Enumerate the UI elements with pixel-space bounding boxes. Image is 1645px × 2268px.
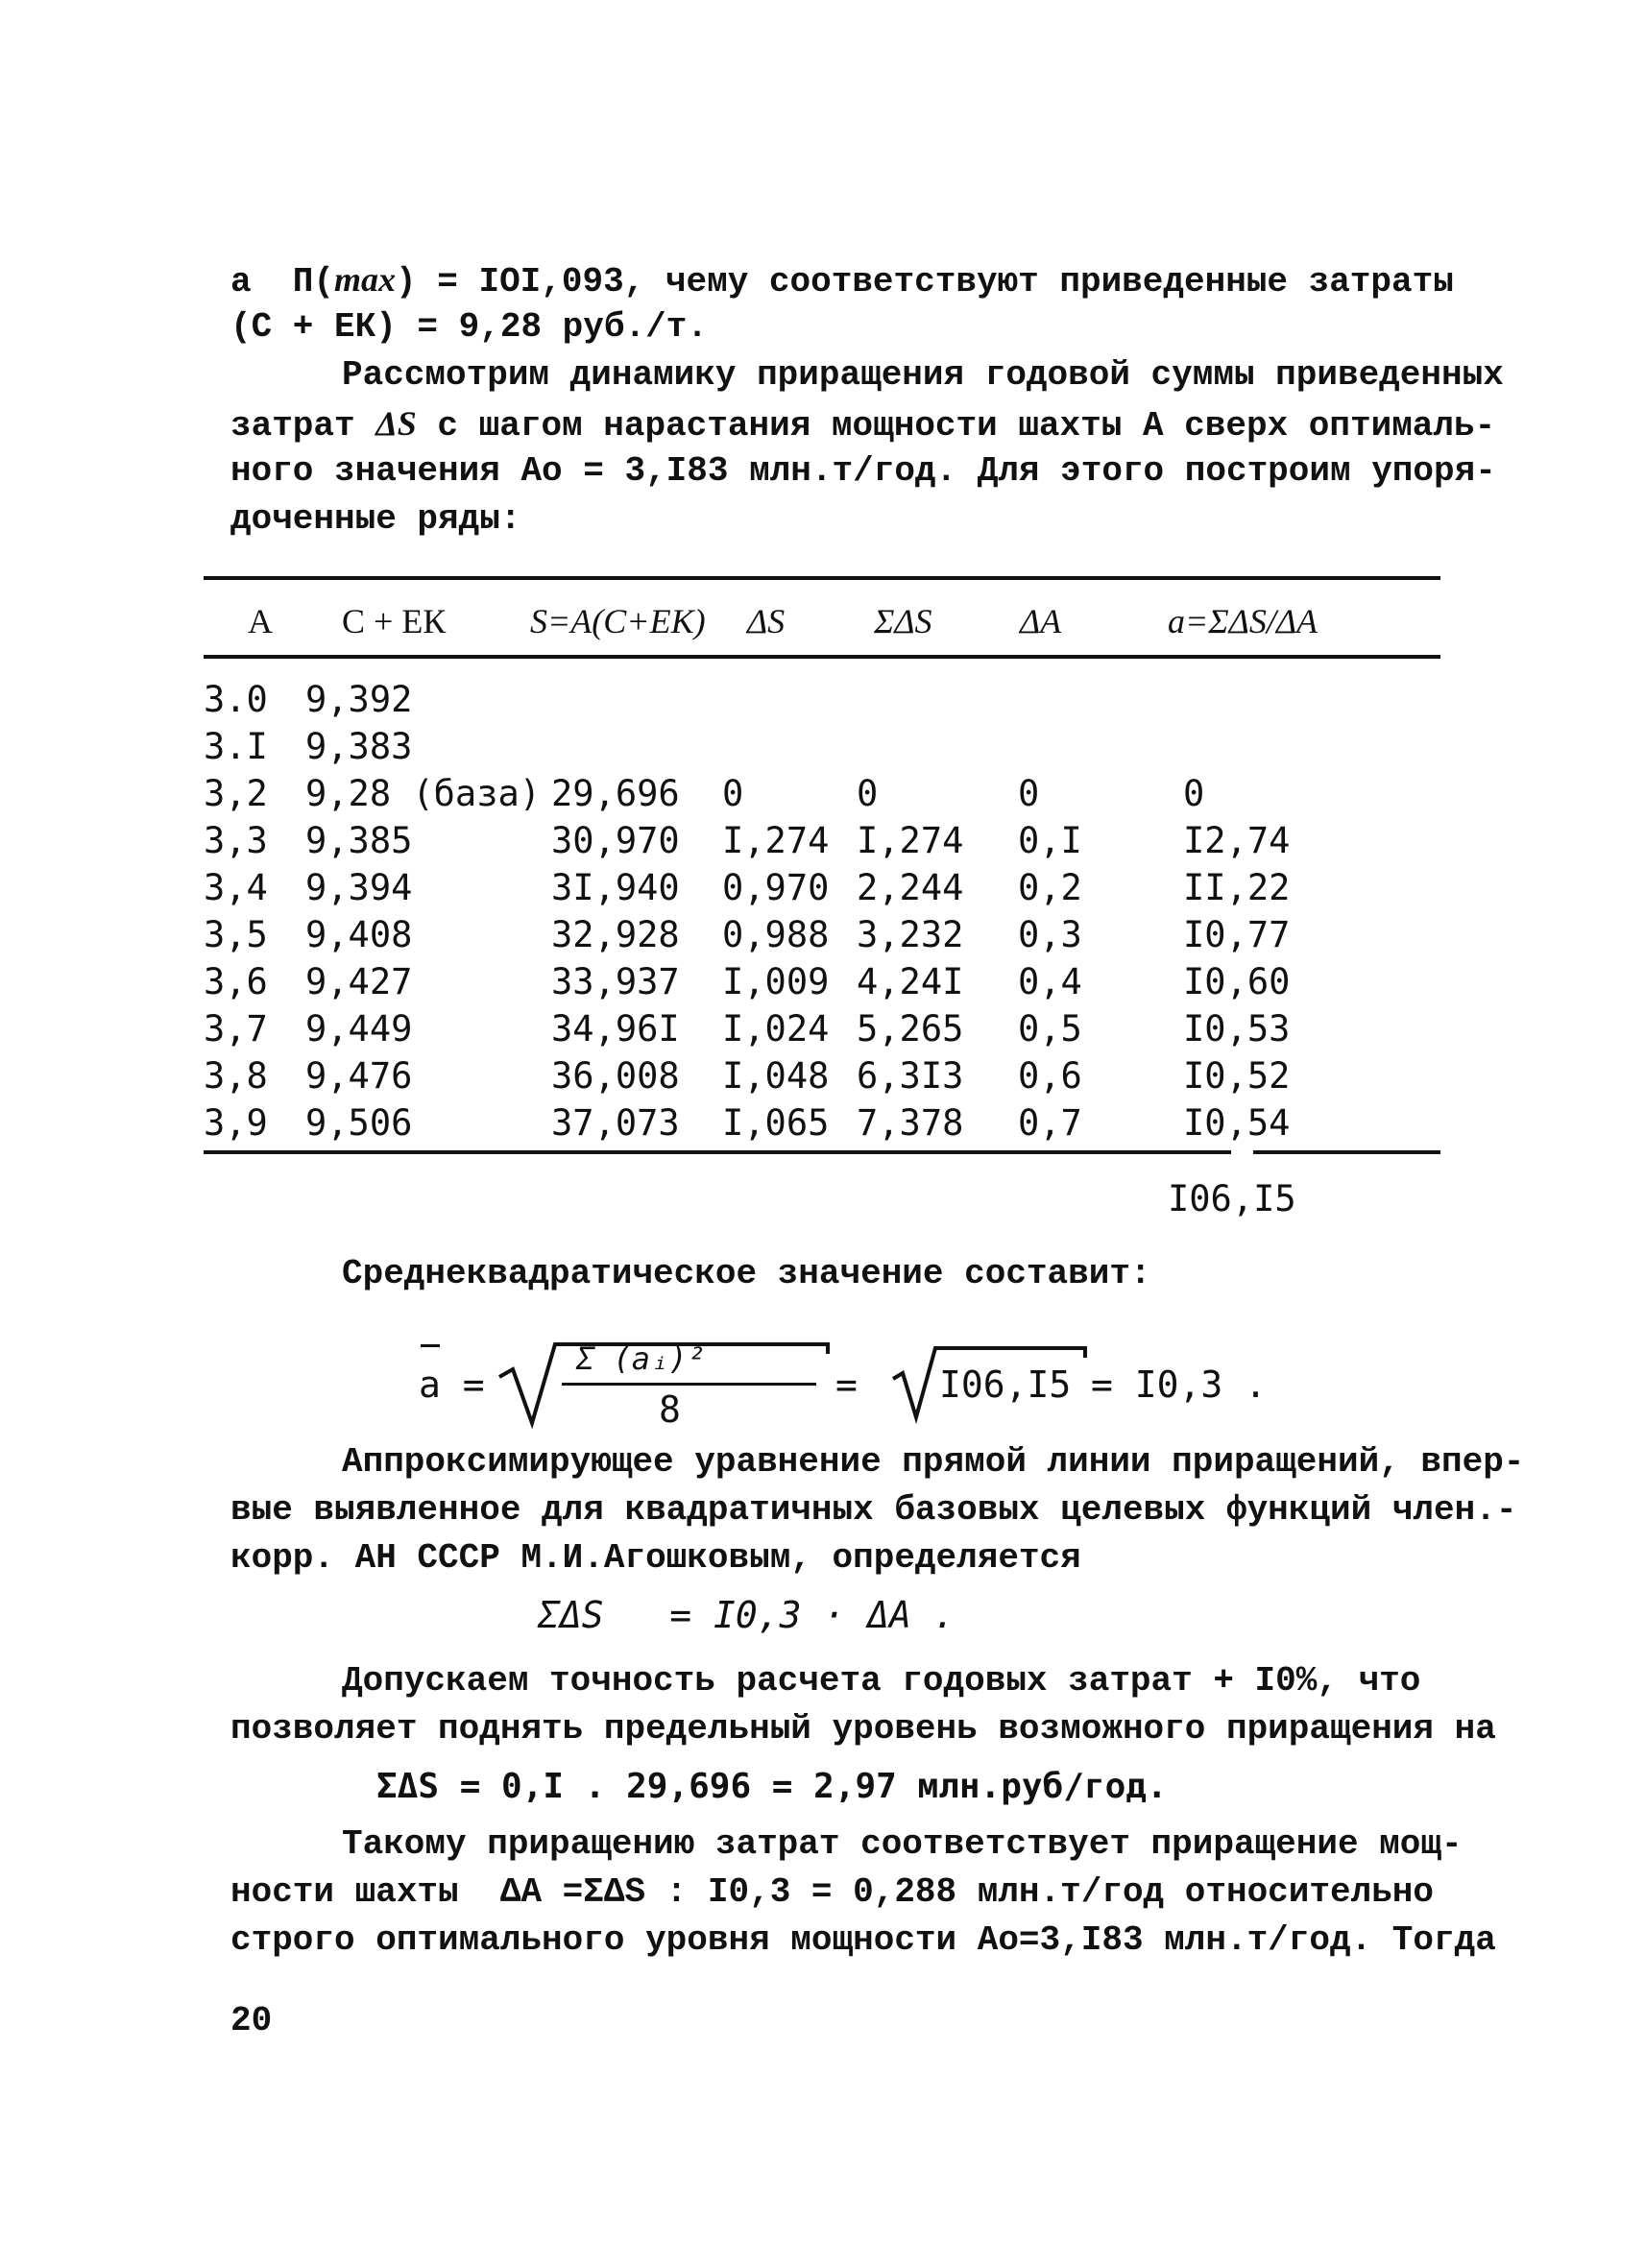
table-top-rule xyxy=(204,576,1440,580)
cell-c-ek: 9,506 xyxy=(305,1102,413,1144)
page-number: 20 xyxy=(230,2001,273,2040)
fraction-denominator: 8 xyxy=(659,1388,681,1431)
cell-delta-s: I,065 xyxy=(722,1102,830,1144)
cell-c-ek: 9,476 xyxy=(305,1055,413,1097)
cell-delta-a: 0 xyxy=(1018,773,1040,814)
header-s: S=A(C+EK) xyxy=(530,602,706,640)
paragraph-line: корр. АН СССР М.И.Агошковым, определяется xyxy=(230,1538,1081,1578)
equals-sign: = xyxy=(835,1363,858,1406)
cell-s: 29,696 xyxy=(551,773,680,814)
cell-c-ek: 9,408 xyxy=(305,914,413,955)
cell-delta-s: 0,988 xyxy=(722,914,830,955)
cell-delta-s: I,009 xyxy=(722,961,830,1002)
cell-sum-delta-s: 6,3I3 xyxy=(857,1055,964,1097)
cell-c-ek: 9,449 xyxy=(305,1008,413,1050)
cell-delta-a: 0,5 xyxy=(1018,1008,1082,1050)
cell-a: 3,8 xyxy=(204,1055,268,1097)
cell-delta-s: I,274 xyxy=(722,820,830,861)
table-header-rule xyxy=(204,655,1440,659)
cell-c-ek: 9,28 (база) xyxy=(305,773,542,814)
table-bottom-rule-right xyxy=(1253,1150,1440,1154)
cell-s: 32,928 xyxy=(551,914,680,955)
cell-a: 3,4 xyxy=(204,867,268,908)
cell-a-ratio: II,22 xyxy=(1183,867,1291,908)
cell-sum-delta-s: 4,24I xyxy=(857,961,964,1002)
header-a-ratio: a=ΣΔS/ΔA xyxy=(1168,602,1318,640)
cell-s: 36,008 xyxy=(551,1055,680,1097)
fraction-numerator: Σ (aᵢ)² xyxy=(576,1340,706,1377)
cell-s: 30,970 xyxy=(551,820,680,861)
cell-c-ek: 9,394 xyxy=(305,867,413,908)
cell-delta-a: 0,7 xyxy=(1018,1102,1082,1144)
cell-a: 3,5 xyxy=(204,914,268,955)
cell-a: 3.0 xyxy=(204,679,268,720)
accuracy-formula: ΣΔS = 0,I . 29,696 = 2,97 млн.руб/год. xyxy=(376,1767,1168,1806)
cell-c-ek: 9,385 xyxy=(305,820,413,861)
paragraph-line: позволяет поднять предельный уровень возможного приращения на xyxy=(230,1709,1496,1749)
cell-s: 34,96I xyxy=(551,1008,680,1050)
cell-sum-delta-s: 3,232 xyxy=(857,914,964,955)
cell-a: 3,2 xyxy=(204,773,268,814)
cell-delta-s: I,024 xyxy=(722,1008,830,1050)
cell-a-ratio: I0,60 xyxy=(1183,961,1291,1002)
paragraph-line xyxy=(230,257,1454,304)
radicand-value: I06,I5 xyxy=(939,1363,1072,1406)
cell-delta-a: 0,I xyxy=(1018,820,1082,861)
header-a: А xyxy=(248,602,273,640)
delta-s-symbol: ΔS xyxy=(375,404,417,443)
cell-a-ratio: I0,53 xyxy=(1183,1008,1291,1050)
paragraph-line: (С + ЕК) = 9,28 руб./т. xyxy=(230,307,708,347)
approx-formula: ΣΔS = I0,3 · ΔA . xyxy=(538,1594,956,1636)
table-bottom-rule-left xyxy=(204,1150,1231,1154)
mean-intro: Среднеквадратическое значение составит: xyxy=(342,1254,1151,1293)
cell-delta-a: 0,3 xyxy=(1018,914,1082,955)
cell-c-ek: 9,383 xyxy=(305,726,413,767)
mean-result: = I0,3 . xyxy=(1091,1363,1268,1406)
text-fragment: ) = IOI,093, чему соответствуют приведенные затраты xyxy=(396,262,1454,302)
paragraph-line: ного значения Ао = 3,I83 млн.т/год. Для этого построим упоря- xyxy=(230,451,1496,491)
cell-a: 3,9 xyxy=(204,1102,268,1144)
header-sum-delta-s: ΣΔS xyxy=(874,602,932,640)
cell-a: 3,6 xyxy=(204,961,268,1002)
cell-a-ratio: I0,52 xyxy=(1183,1055,1291,1097)
text-fragment: затрат xyxy=(230,406,376,446)
cell-delta-a: 0,6 xyxy=(1018,1055,1082,1097)
paragraph-line: Рассмотрим динамику приращения годовой суммы приведенных xyxy=(342,355,1504,395)
cell-a-ratio: 0 xyxy=(1183,773,1205,814)
table-total: I06,I5 xyxy=(1168,1178,1296,1219)
text-fragment: а П( xyxy=(230,262,335,302)
cell-a: 3.I xyxy=(204,726,268,767)
cell-delta-a: 0,4 xyxy=(1018,961,1082,1002)
paragraph-line: доченные ряды: xyxy=(230,499,521,539)
cell-sum-delta-s: 2,244 xyxy=(857,867,964,908)
cell-a-ratio: I2,74 xyxy=(1183,820,1291,861)
cell-delta-a: 0,2 xyxy=(1018,867,1082,908)
cell-s: 33,937 xyxy=(551,961,680,1002)
paragraph-line: Аппроксимирующее уравнение прямой линии приращений, впер- xyxy=(342,1442,1525,1482)
max-symbol: max xyxy=(334,260,397,299)
mean-bar xyxy=(421,1344,440,1347)
paragraph-line: строго оптимального уровня мощности Ао=3,I83 млн.т/год. Тогда xyxy=(230,1920,1496,1960)
cell-c-ek: 9,427 xyxy=(305,961,413,1002)
paragraph-line xyxy=(230,401,1495,448)
mean-lhs: a = xyxy=(419,1363,485,1406)
cell-delta-s: 0,970 xyxy=(722,867,830,908)
paragraph-line: ности шахты ΔA =ΣΔS : I0,3 = 0,288 млн.т/год относительно xyxy=(230,1872,1435,1912)
paragraph-line: Такому приращению затрат соответствует приращение мощ- xyxy=(342,1824,1463,1864)
cell-sum-delta-s: I,274 xyxy=(857,820,964,861)
header-delta-a: ΔA xyxy=(1020,602,1062,640)
cell-sum-delta-s: 5,265 xyxy=(857,1008,964,1050)
cell-s: 37,073 xyxy=(551,1102,680,1144)
fraction-bar xyxy=(562,1383,816,1386)
cell-a-ratio: I0,77 xyxy=(1183,914,1291,955)
cell-s: 3I,940 xyxy=(551,867,680,908)
cell-sum-delta-s: 7,378 xyxy=(857,1102,964,1144)
text-fragment: с шагом нарастания мощности шахты А сверх оптималь- xyxy=(416,406,1496,446)
cell-sum-delta-s: 0 xyxy=(857,773,879,814)
cell-delta-s: 0 xyxy=(722,773,744,814)
cell-a-ratio: I0,54 xyxy=(1183,1102,1291,1144)
cell-a: 3,3 xyxy=(204,820,268,861)
cell-delta-s: I,048 xyxy=(722,1055,830,1097)
paragraph-line: вые выявленное для квадратичных базовых целевых функций член.- xyxy=(230,1490,1517,1530)
header-c-ek: С + ЕК xyxy=(342,602,447,640)
paragraph-line: Допускаем точность расчета годовых затрат + I0%, что xyxy=(342,1661,1421,1701)
header-delta-s: ΔS xyxy=(747,602,786,640)
cell-a: 3,7 xyxy=(204,1008,268,1050)
cell-c-ek: 9,392 xyxy=(305,679,413,720)
